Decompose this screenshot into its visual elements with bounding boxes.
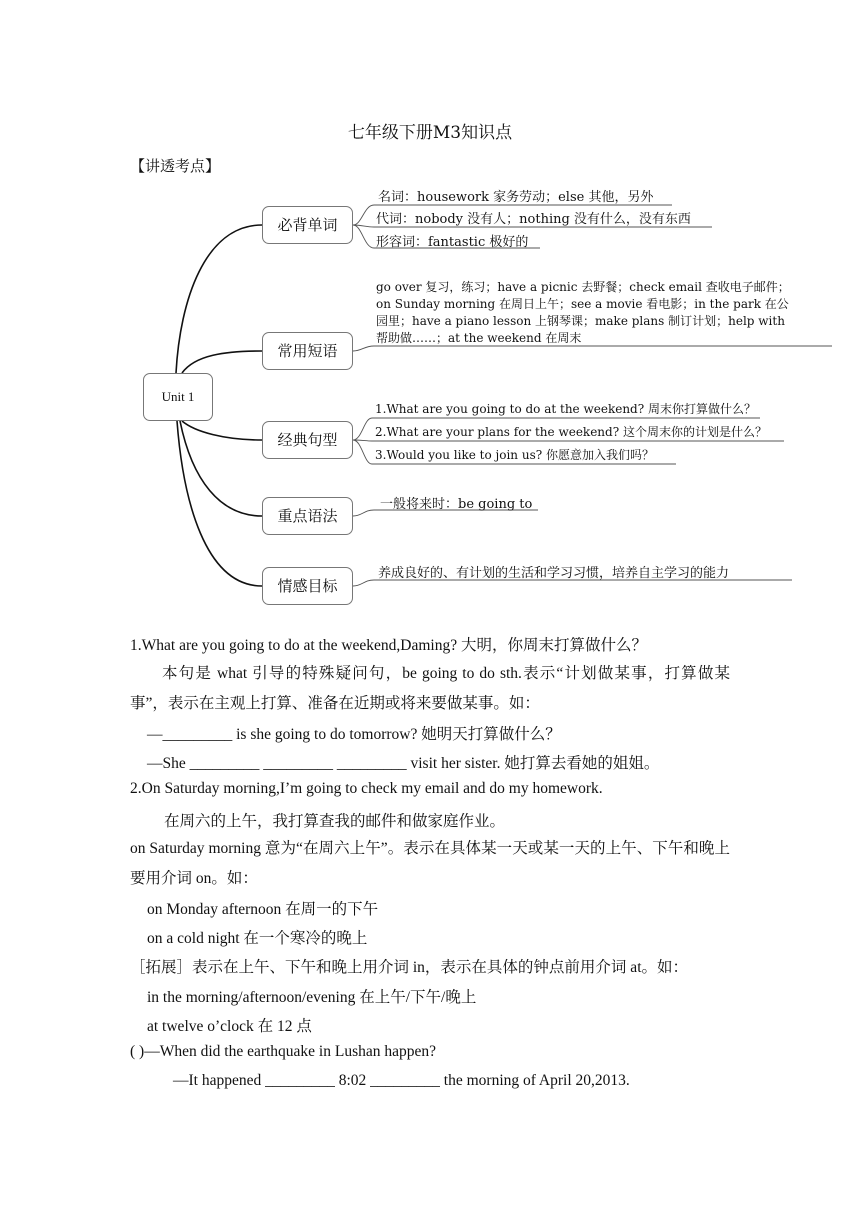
connector-branch-2	[182, 351, 262, 373]
mindmap-branch-vocabulary: 必背单词	[262, 206, 353, 244]
question-2-example-2: on a cold night 在一个寒冷的晚上	[147, 930, 368, 947]
connector-branch-5	[177, 421, 262, 586]
section-heading: 【讲透考点】	[130, 157, 221, 175]
exercise-answer-line: —It happened _________ 8:02 _________ the morning of April 20,2013.	[173, 1072, 630, 1089]
question-2: 2.On Saturday morning,I’m going to check my email and do my homework.	[130, 780, 603, 797]
phrases-line-4: 帮助做……；at the weekend 在周末	[376, 331, 582, 345]
vocab-adjectives: 形容词：fantastic 极好的	[376, 235, 529, 250]
question-1-example-1: —_________ is she going to do tomorrow? 她明天打算做什么？	[147, 726, 561, 743]
question-1-example-2: —She _________ _________ _________ visit her sister. 她打算去看她的姐姐。	[147, 755, 660, 772]
exercise-question: ( )—When did the earthquake in Lushan happen?	[130, 1043, 437, 1060]
sentence-1: 1.What are you going to do at the weekend? 周末你打算做什么？	[375, 402, 756, 416]
connector-branch-3	[182, 421, 262, 440]
sentence-2: 2.What are your plans for the weekend? 这个周末你的计划是什么？	[375, 425, 767, 439]
extension-example-1: in the morning/afternoon/evening 在上午/下午/晚上	[147, 989, 477, 1006]
mindmap-root-node: Unit 1	[143, 373, 213, 421]
mindmap-branch-sentences: 经典句型	[262, 421, 353, 459]
page-title: 七年级下册M3知识点	[347, 123, 513, 143]
question-1-explanation: 本句是 what 引导的特殊疑问句，be going to do sth.表示“计划做某事，打算做某事”，表示在主观上打算、准备在近期或将来要做某事。如：	[130, 665, 730, 712]
mindmap-branch-phrases: 常用短语	[262, 332, 353, 370]
phrases-line-2: on Sunday morning 在周日上午；see a movie 看电影；in the park 在公	[376, 297, 789, 311]
mindmap-branch-goal: 情感目标	[262, 567, 353, 605]
extension-example-2: at twelve o’clock 在 12 点	[147, 1018, 312, 1035]
sentence-3: 3.Would you like to join us? 你愿意加入我们吗？	[375, 448, 654, 462]
vocab-pronouns: 代词：nobody 没有人；nothing 没有什么，没有东西	[376, 212, 691, 227]
phrases-line-3: 园里；have a piano lesson 上钢琴课；make plans 制订计划；help with	[376, 314, 785, 328]
question-1: 1.What are you going to do at the weekend,Daming? 大明，你周末打算做什么？	[130, 637, 647, 654]
goal-item: 养成良好的、有计划的生活和学习习惯，培养自主学习的能力	[378, 566, 730, 581]
connector-branch-4	[180, 421, 262, 516]
question-2-example-1: on Monday afternoon 在周一的下午	[147, 901, 379, 918]
vocab-nouns: 名词：housework 家务劳动；else 其他，另外	[378, 190, 654, 205]
extension-note: ［拓展］表示在上午、下午和晚上用介词 in，表示在具体的钟点前用介词 at。如：	[130, 959, 688, 976]
mindmap-branch-grammar: 重点语法	[262, 497, 353, 535]
question-2-explanation: on Saturday morning 意为“在周六上午”。表示在具体某一天或某一天的上午、下午和晚上要用介词 on。如：	[130, 840, 730, 887]
grammar-item: 一般将来时：be going to	[380, 497, 533, 512]
question-2-translation: 在周六的上午，我打算查我的邮件和做家庭作业。	[164, 813, 506, 830]
phrases-line-1: go over 复习，练习；have a picnic 去野餐；check email 查收电子邮件；	[376, 280, 790, 294]
